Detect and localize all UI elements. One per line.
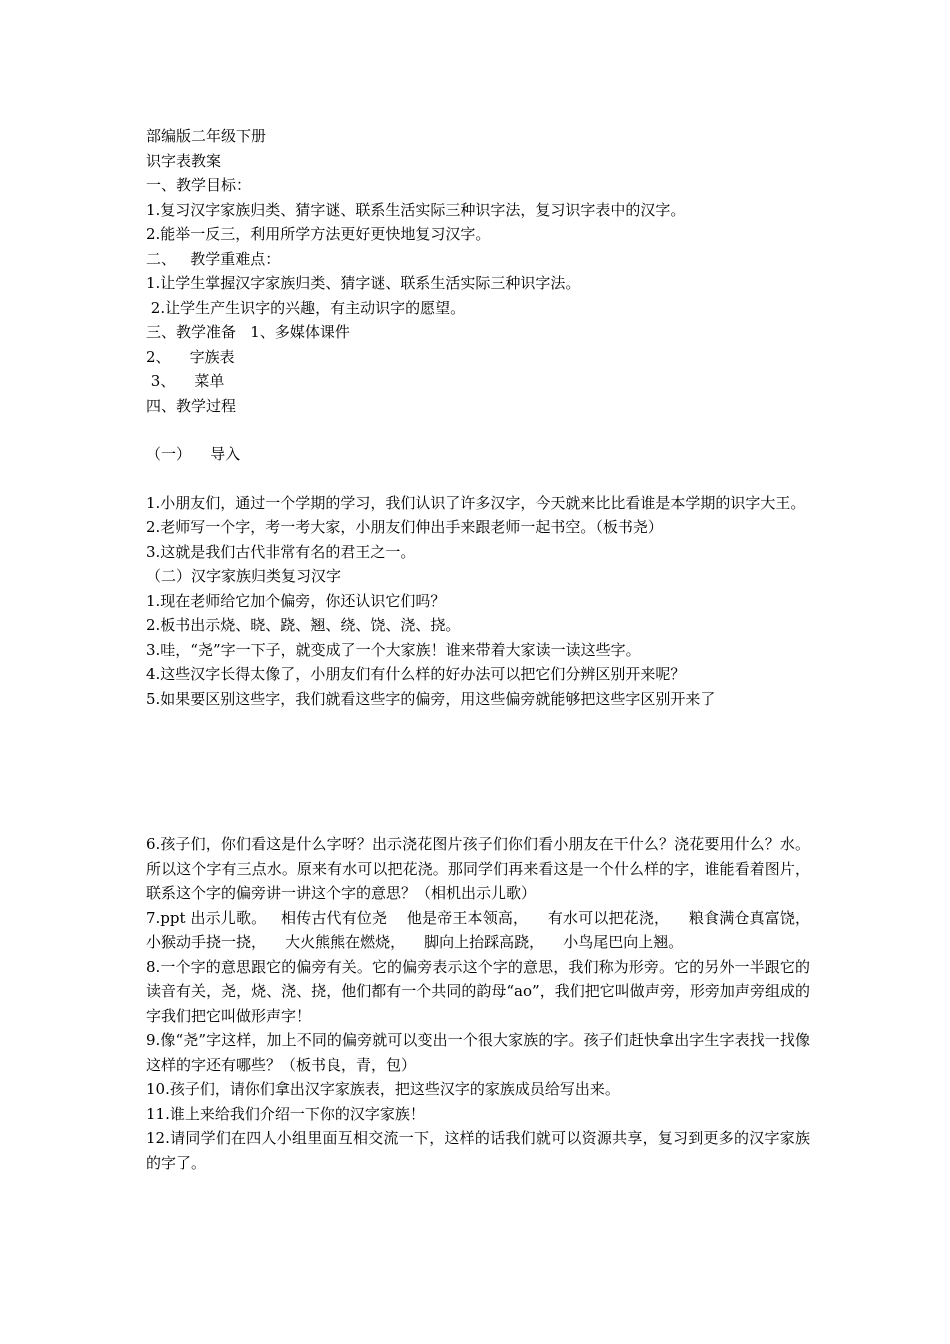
process-step: 9.像“尧”字这样，加上不同的偏旁就可以变出一个很大家族的字。孩子们赶快拿出字生字表找一找像这样的字还有哪些？（板书良，青，包） <box>146 1031 810 1074</box>
document-body <box>146 124 830 1175</box>
edition-line: 部编版二年级下册 <box>146 127 267 145</box>
process-step: 4.这些汉字长得太像了，小朋友们有什么样的好办法可以把它们分辨区别开来呢？ <box>146 665 686 683</box>
objective-item: 2.能举一反三，利用所学方法更好更快地复习汉字。 <box>146 225 491 243</box>
key-point-item: 1.让学生掌握汉字家族归类、猜字谜、联系生活实际三种识字法。 <box>146 274 581 292</box>
process-step: 5.如果要区别这些字，我们就看这些字的偏旁，用这些偏旁就能够把这些字区别开来了 <box>146 689 716 708</box>
key-point-item: 2.让学生产生识字的兴趣，有主动识字的愿望。 <box>146 298 466 317</box>
process-step: 1.小朋友们，通过一个学期的学习，我们认识了许多汉字，今天就来比比看谁是本学期的识字大王。 <box>146 493 806 512</box>
process-step: 7.ppt 出示儿歌。 相传古代有位尧 他是帝王本领高， 有水可以把花浇， 粮食满仓真富饶， 小猴动手挠一挠， 大火熊熊在燃烧， 脚向上抬踩高跷， 小鸟尾巴向上翘。 <box>146 908 830 951</box>
preparation-item: 2、 字族表 <box>146 347 235 366</box>
preparation-item: 3、 菜单 <box>146 372 225 390</box>
process-heading: 四、教学过程 <box>146 396 237 415</box>
objectives-heading: 一、教学目标： <box>146 176 252 194</box>
objective-item: 1.复习汉字家族归类、猜字谜、联系生活实际三种识字法，复习识字表中的汉字。 <box>146 200 686 219</box>
process-step: 6.孩子们，你们看这是什么字呀？出示浇花图片孩子们你们看小朋友在干什么？浇花要用什么？水。所以这个字有三点水。原来有水可以把花浇。那同学们再来看这是一个什么样的字，谁能看着图片，联系这个字的偏旁讲一讲这个字的意思？（相机出示儿歌） <box>146 835 810 902</box>
process-step: 12.请同学们在四人小组里面互相交流一下，这样的话我们就可以资源共享，复习到更多的汉字家族的字了。 <box>146 1129 810 1172</box>
process-step: 1.现在老师给它加个偏旁，你还认识它们吗？ <box>146 591 446 610</box>
key-points-heading: 二、 教学重难点： <box>146 249 281 268</box>
blank-spacer <box>146 467 810 491</box>
process-step: 2.老师写一个字，考一考大家，小朋友们伸出手来跟老师一起书空。（板书尧） <box>146 518 663 536</box>
process-step: 10.孩子们，请你们拿出汉字家族表，把这些汉字的家族成员给写出来。 <box>146 1080 620 1098</box>
preparation-heading: 三、教学准备 1、多媒体课件 <box>146 323 350 341</box>
process-step: 2.板书出示烧、晓、跷、翘、绕、饶、浇、挠。 <box>146 616 461 634</box>
process-step: 11.谁上来给我们介绍一下你的汉字家族！ <box>146 1104 425 1123</box>
blank-spacer <box>146 711 810 832</box>
process-step: 3.哇，“尧”字一下子，就变成了一个大家族！谁来带着大家读一读这些字。 <box>146 640 641 659</box>
section-heading-intro: （一） 导入 <box>146 445 241 463</box>
process-step: 8.一个字的意思跟它的偏旁有关。它的偏旁表示这个字的意思，我们称为形旁。它的另外一半跟它的读音有关，尧，烧、浇、挠，他们都有一个共同的韵母“ao”，我们把它叫做声旁，形旁加声旁组成的字我们把它叫做形声字！ <box>146 957 810 1025</box>
section-heading-family: （二）汉字家族归类复习汉字 <box>146 567 342 585</box>
process-step: 3.这就是我们古代非常有名的君王之一。 <box>146 542 416 561</box>
blank-spacer <box>146 418 810 442</box>
document-title: 识字表教案 <box>146 151 222 170</box>
